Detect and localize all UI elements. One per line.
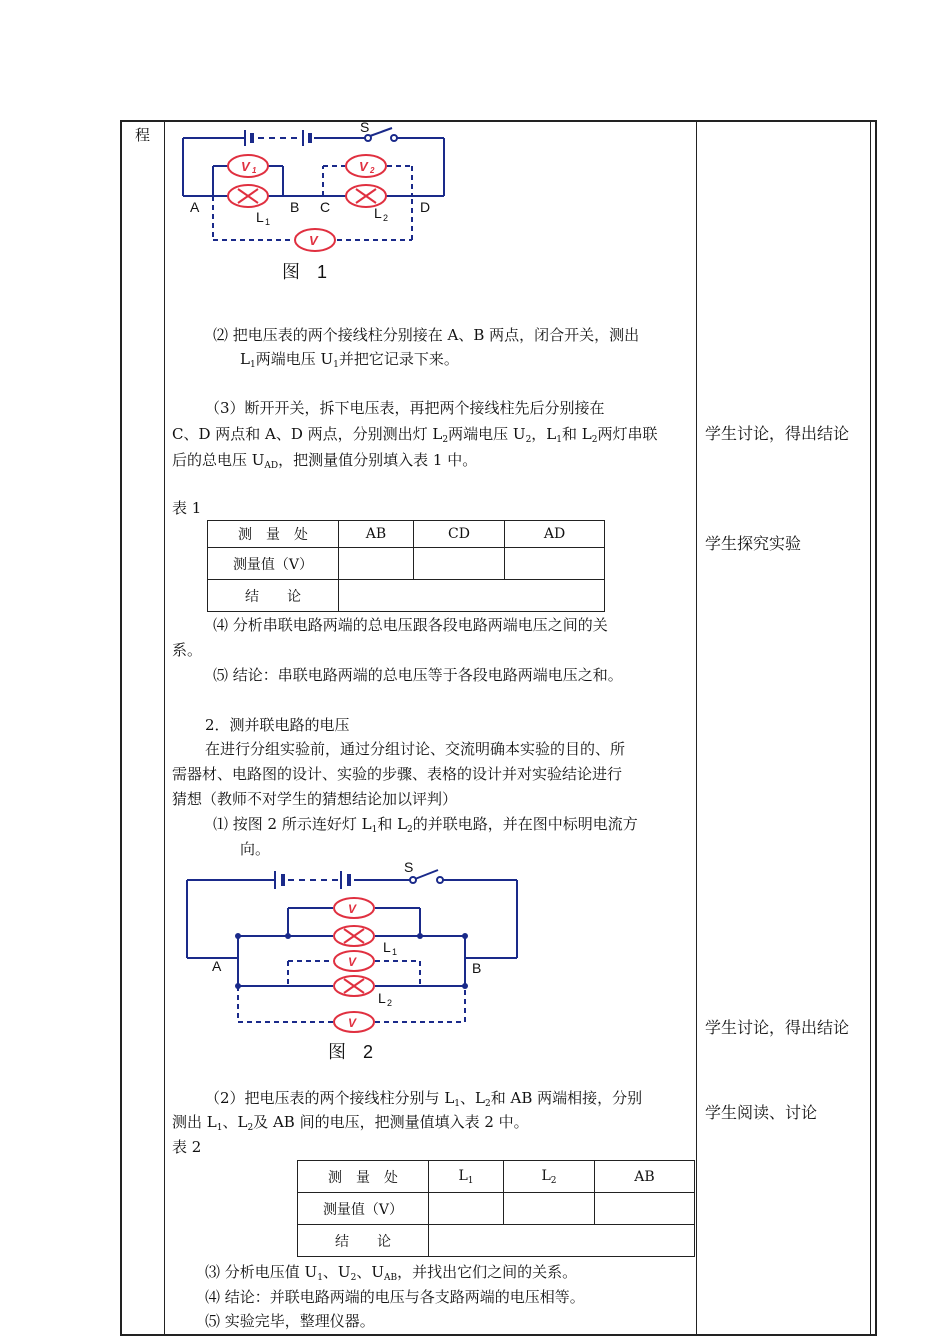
section-2-title: 2．测并联电路的电压 (205, 716, 350, 734)
voltmeter-v-label: V (348, 1016, 357, 1030)
voltmeter-v-label: V (309, 233, 318, 248)
lamp-l1-label: L (383, 939, 391, 955)
step-2-line1: ⑵ 把电压表的两个接线柱分别接在 A、B 两点，闭合开关，测出 (213, 326, 640, 344)
circuit-figure-2 (180, 858, 525, 1068)
right-note-2: 学生探究实验 (705, 534, 802, 553)
section-2-p1: 在进行分组实验前，通过分组讨论、交流明确本实验的目的、所 (205, 740, 626, 758)
step-4-line2: 系。 (172, 641, 203, 659)
table-1-cell (414, 548, 505, 580)
switch-label: S (360, 119, 370, 135)
column-divider-edge (870, 122, 871, 1334)
lamp-l1-label: L (256, 209, 264, 225)
step-4-line1: ⑷ 分析串联电路两端的总电压跟各段电路两端电压之间的关 (213, 616, 608, 634)
point-a: A (190, 199, 200, 215)
lamp-l2-sub: 2 (387, 998, 393, 1008)
switch-lever (370, 128, 392, 136)
step-4b: ⑷ 结论：并联电路两端的电压与各支路两端的电压相等。 (205, 1288, 585, 1306)
column-divider-right (696, 122, 697, 1334)
junction (462, 983, 468, 989)
table-1-row-value-label: 测量值（V） (208, 548, 339, 580)
section-2-step1: ⑴ 按图 2 所示连好灯 $L_1$和 $L_2$的并联电路，并在图中标明电流方 (213, 815, 638, 835)
table-2-header-location: 测 量 处 (298, 1161, 429, 1193)
lamp-l2-label: L (378, 990, 386, 1006)
figure-2-caption: 图 2 (328, 1042, 380, 1062)
voltmeter-v2-label: V (348, 955, 357, 969)
step-5: ⑸ 结论：串联电路两端的总电压等于各段电路两端电压之和。 (213, 666, 623, 684)
step-2b-line2: 测出 $L_1$、$L_2$及 AB 间的电压，把测量值填入表 2 中。 (172, 1113, 529, 1133)
table-1-header-location: 测 量 处 (208, 521, 339, 548)
junction (235, 983, 241, 989)
table-1-title: 表 1 (172, 499, 202, 517)
table-1-header-cd: CD (414, 521, 505, 548)
voltmeter-v2-sub: 2 (370, 166, 375, 175)
figure-1-caption: 图 1 (282, 262, 334, 282)
voltmeter-v1-label: V (348, 902, 357, 916)
junction (417, 933, 423, 939)
point-a: A (212, 958, 222, 974)
junction (235, 933, 241, 939)
lamp-l2-sub: 2 (383, 213, 389, 223)
table-2 (297, 1160, 695, 1257)
lamp-l2-label: L (374, 205, 382, 221)
point-b: B (472, 960, 482, 976)
right-note-1: 学生讨论，得出结论 (705, 424, 850, 443)
table-2-header-ab: AB (595, 1161, 695, 1193)
step-3b: ⑶ 分析电压值 $U_1$、$U_2$、$U_{AB}$，并找出它们之间的关系。 (205, 1263, 578, 1283)
table-2-header-l2: $L_2$ (504, 1161, 595, 1193)
switch-contact (391, 135, 397, 141)
voltmeter-v1-label: V (241, 159, 250, 174)
junction (462, 933, 468, 939)
switch-label: S (404, 859, 414, 875)
step-3-line3: 后的总电压 $U_{AD}$，把测量值分别填入表 1 中。 (172, 451, 478, 471)
circuit-figure-1 (170, 118, 490, 288)
voltmeter-v1-sub: 1 (252, 166, 257, 175)
table-1-conclusion-cell (339, 580, 605, 612)
table-1-row-conclusion-label: 结 论 (208, 580, 339, 612)
table-2-cell (504, 1193, 595, 1225)
step-2b-line1: （2）把电压表的两个接线柱分别与 $L_1$、$L_2$和 AB 两端相接，分别 (205, 1089, 643, 1109)
table-2-title: 表 2 (172, 1138, 202, 1156)
lamp-l1-sub: 1 (392, 947, 398, 957)
table-2-conclusion-cell (429, 1225, 695, 1257)
table-2-row-conclusion-label: 结 论 (298, 1225, 429, 1257)
point-c: C (320, 199, 331, 215)
junction (285, 933, 291, 939)
switch-contact (437, 877, 443, 883)
step-3-line1: （3）断开开关，拆下电压表，再把两个接线柱先后分别接在 (205, 399, 605, 417)
table-2-cell (429, 1193, 504, 1225)
voltmeter-v2-label: V (359, 159, 368, 174)
table-1-header-ab: AB (339, 521, 414, 548)
point-b: B (290, 199, 300, 215)
right-note-3: 学生讨论，得出结论 (705, 1018, 850, 1037)
section-2-p3: 猜想（教师不对学生的猜想结论加以评判） (172, 790, 458, 808)
table-2-row-value-label: 测量值（V） (298, 1193, 429, 1225)
row-label: 程 (135, 126, 151, 144)
switch-lever (415, 870, 438, 879)
table-1-cell (339, 548, 414, 580)
section-2-p2: 需器材、电路图的设计、实验的步骤、表格的设计并对实验结论进行 (172, 765, 623, 783)
point-d: D (420, 199, 431, 215)
step-2-line2: $L_1$两端电压 $U_1$并把它记录下来。 (240, 350, 459, 370)
right-note-4: 学生阅读、讨论 (705, 1103, 818, 1122)
table-2-cell (595, 1193, 695, 1225)
table-1 (207, 520, 605, 612)
step-3-line2: C、D 两点和 A、D 两点，分别测出灯 $L_2$两端电压 $U_2$，$L_1$和 $L_2$两灯串联 (172, 425, 658, 445)
table-2-header-l1: $L_1$ (429, 1161, 504, 1193)
lamp-l1-sub: 1 (265, 217, 271, 227)
step-5b: ⑸ 实验完毕，整理仪器。 (205, 1312, 375, 1330)
table-1-cell (505, 548, 605, 580)
section-2-step1-line2: 向。 (240, 840, 271, 858)
column-divider-left (164, 122, 165, 1334)
table-1-header-ad: AD (505, 521, 605, 548)
